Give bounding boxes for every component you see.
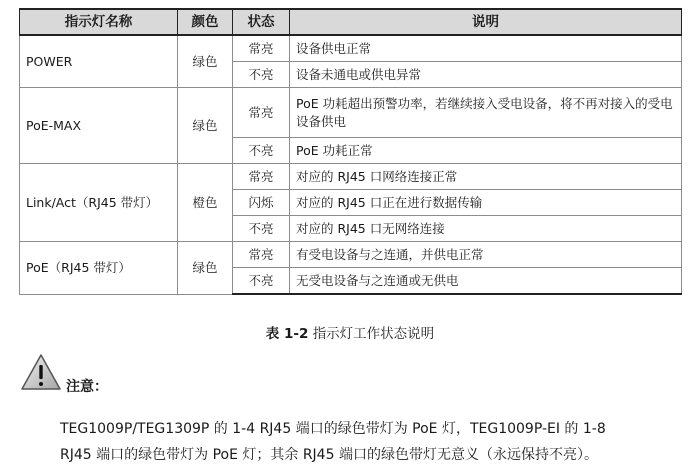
indicator-name: PoE（RJ45 带灯） <box>20 242 178 295</box>
indicator-table <box>19 8 682 295</box>
indicator-color: 绿色 <box>178 242 233 295</box>
table-row <box>20 88 682 138</box>
table-header-row <box>20 9 682 35</box>
indicator-name: POWER <box>20 35 178 88</box>
indicator-color: 绿色 <box>178 35 233 88</box>
indicator-color: 绿色 <box>178 88 233 164</box>
caption-text: 指示灯工作状态说明 <box>312 326 435 342</box>
indicator-name: PoE-MAX <box>20 88 178 164</box>
note-text <box>60 416 690 468</box>
indicator-state: 闪烁 <box>233 190 290 216</box>
header-description: 说明 <box>290 9 682 35</box>
caption-number: 表 1-2 <box>265 326 309 342</box>
indicator-description: PoE 功耗超出预警功率，若继续接入受电设备，将不再对接入的受电设备供电 <box>290 88 682 138</box>
indicator-state: 不亮 <box>233 268 290 295</box>
indicator-state: 不亮 <box>233 138 290 164</box>
indicator-description: PoE 功耗正常 <box>290 138 682 164</box>
note-label: 注意： <box>66 379 108 395</box>
indicator-state: 常亮 <box>233 88 290 138</box>
indicator-description: 设备供电正常 <box>290 35 682 62</box>
indicator-state: 不亮 <box>233 216 290 242</box>
indicator-description: 设备未通电或供电异常 <box>290 62 682 88</box>
header-state: 状态 <box>233 9 290 35</box>
table-caption <box>0 322 700 342</box>
header-color: 颜色 <box>178 9 233 35</box>
note-line: TEG1009P/TEG1309P 的 1-4 RJ45 端口的绿色带灯为 PoE 灯，TEG1009P-EI 的 1-8 <box>60 421 606 437</box>
warning-icon <box>20 353 62 391</box>
table-row <box>20 242 682 268</box>
indicator-name: Link/Act（RJ45 带灯） <box>20 164 178 242</box>
indicator-description: 无受电设备与之连通或无供电 <box>290 268 682 295</box>
table-row <box>20 164 682 190</box>
header-indicator-name: 指示灯名称 <box>20 9 178 35</box>
indicator-description: 对应的 RJ45 口正在进行数据传输 <box>290 190 682 216</box>
indicator-state: 常亮 <box>233 242 290 268</box>
indicator-description: 对应的 RJ45 口无网络连接 <box>290 216 682 242</box>
indicator-description: 对应的 RJ45 口网络连接正常 <box>290 164 682 190</box>
table-row <box>20 35 682 62</box>
indicator-description: 有受电设备与之连通，并供电正常 <box>290 242 682 268</box>
indicator-state: 常亮 <box>233 35 290 62</box>
indicator-state: 常亮 <box>233 164 290 190</box>
indicator-color: 橙色 <box>178 164 233 242</box>
note-line: RJ45 端口的绿色带灯为 PoE 灯；其余 RJ45 端口的绿色带灯无意义（永远保持不亮）。 <box>60 447 598 463</box>
indicator-state: 不亮 <box>233 62 290 88</box>
